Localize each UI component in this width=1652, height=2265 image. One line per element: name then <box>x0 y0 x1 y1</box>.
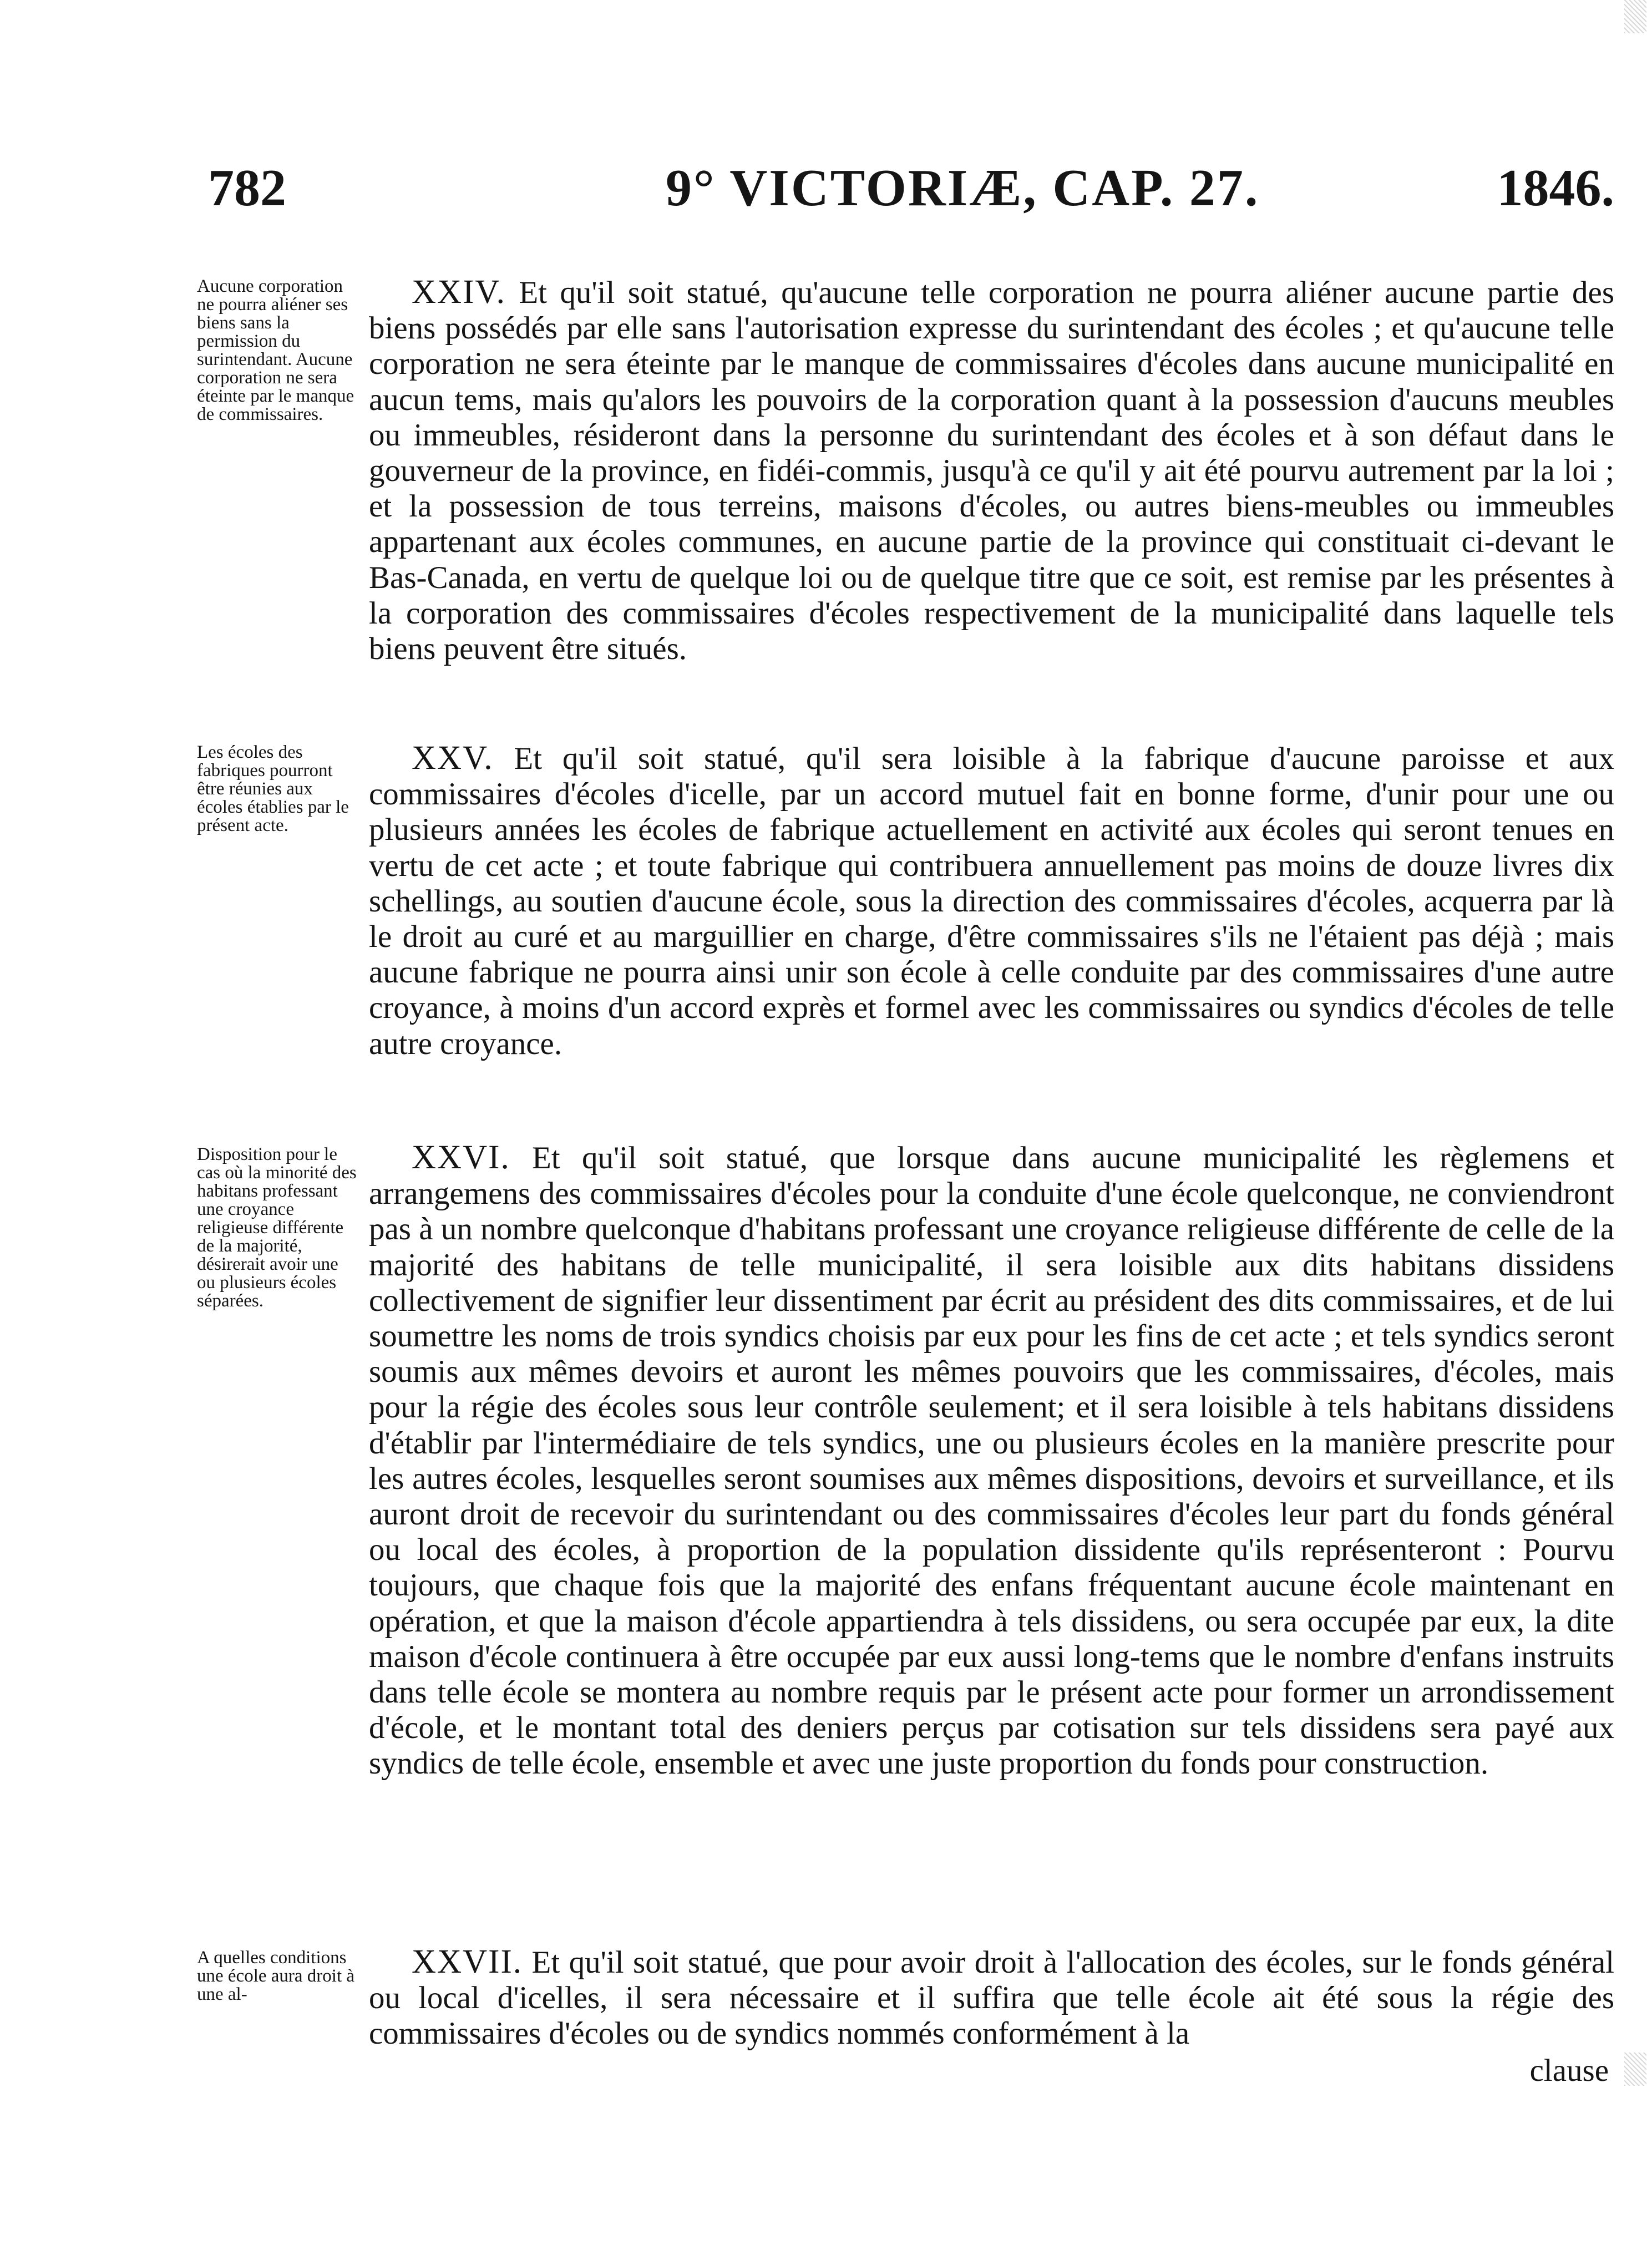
scan-speckle <box>1624 0 1646 33</box>
margin-note: Aucune corporation ne pourra aliéner ses biens sans la permission du surintendant. Aucune corporation ne sera éteinte par le manque de commissaires. <box>197 276 354 424</box>
section-body <box>369 1140 1614 1782</box>
section-number: XXVI. <box>412 1139 510 1176</box>
section-body <box>369 1944 1614 2052</box>
page-number: 782 <box>208 159 286 217</box>
section-text: Et qu'il soit statué, que pour avoir droit à l'allocation des écoles, sur le fonds général ou local d'icelles, il sera nécessaire et il suffira que telle école ait été sous la régie des commissaires d'écoles ou de syndics nommés conformément à la <box>369 1945 1615 2051</box>
section-body <box>369 275 1614 667</box>
margin-note: Les écoles des fabriques pourront être réunies aux écoles établies par le présent acte. <box>197 742 349 835</box>
section-body <box>369 741 1614 1062</box>
section-number: XXVII. <box>412 1943 523 1980</box>
section-text: Et qu'il soit statué, que lorsque dans aucune municipalité les règlemens et arrangemens des commissaires d'écoles pour la conduite d'une école quelconque, ne conviendront pas à un nombre quelconque d'habitans professant une croyance religieuse différente de celle de la majorité des habitans de telle municipalité, il sera loisible aux dits habitans dissidens collectivement de signifier leur dissentiment par écrit au président des dits commissaires, et de lui soumettre les noms de trois syndics choisis par eux pour les fins de cet acte ; et tels syndics seront soumis aux mêmes devoirs et auront les mêmes pouvoirs que les commissaires, d'écoles, mais pour la régie des écoles sous leur contrôle seulement; et il sera loisible à tels habitans dissidens d'établir par l'intermédiaire de tels syndics, une ou plusieurs écoles en la manière prescrite pour les autres écoles, lesquelles seront soumises aux mêmes dispositions, devoirs et surveillance, et ils auront droit de recevoir du surintendant ou des commissaires d'écoles leur part du fonds général ou local des écoles, à proportion de la population dissidente qu'ils représenteront : Pourvu toujours, que chaque fois que la majorité des enfans fréquentant aucune école maintenant en opération, et que la maison d'école appartiendra à tels dissidens, ou sera occupée par eux, la dite maison d'école continuera à être occupée par eux aussi long-tems que le nombre d'enfans instruits dans telle école se montera au nombre requis par le présent acte pour former un arrondissement d'école, et le montant total des deniers perçus par cotisation sur tels dissidens sera payé aux syndics de telle école, ensemble et avec une juste proportion du fonds pour construction. <box>369 1141 1614 1781</box>
header-year: 1846. <box>1497 159 1614 217</box>
section-text: Et qu'il soit statué, qu'il sera loisible à la fabrique d'aucune paroisse et aux commissaires d'écoles d'icelle, par un accord mutuel fait en bonne forme, d'unir pour une ou plusieurs années les écoles de fabrique actuellement en activité aux écoles qui seront tenues en vertu de cet acte ; et toute fabrique qui contribuera annuellement pas moins de douze livres dix schellings, au soutien d'aucune école, sous la direction des commissaires d'écoles, acquerra par là le droit au curé et au marguillier en charge, d'être commissaires s'ils ne l'étaient pas déjà ; mais aucune fabrique ne pourra ainsi unir son école à celle conduite par des commissaires d'une autre croyance, à moins d'un accord exprès et formel avec les commissaires ou syndics d'écoles de telle autre croyance. <box>369 741 1615 1061</box>
section-number: XXIV. <box>412 273 506 311</box>
running-title: 9° VICTORIÆ, CAP. 27. <box>666 159 1260 217</box>
section-text: Et qu'il soit statué, qu'aucune telle corporation ne pourra aliéner aucune partie des biens possédés par elle sans l'autorisation expresse du surintendant des écoles ; et qu'aucune telle corporation ne sera éteinte par le manque de commissaires d'écoles dans aucune municipalité en aucun tems, mais qu'alors les pouvoirs de la corporation quant à la possession d'aucuns meubles ou immeubles, résideront dans la personne du surintendant des écoles et à son défaut dans le gouverneur de la province, en fidéi-commis, jusqu'à ce qu'il y ait été pourvu autrement par la loi ; et la possession de tous terreins, maisons d'écoles, ou autres biens-meubles ou immeubles appartenant aux écoles communes, en aucune partie de la province qui constituait ci-devant le Bas-Canada, en vertu de quelque loi ou de quelque titre que ce soit, est remise par les présentes à la corporation des commissaires d'écoles respectivement de la municipalité dans laquelle tels biens peuvent être situés. <box>369 275 1615 667</box>
margin-note: A quelles conditions une école aura droit à une al- <box>197 1948 355 2004</box>
catchword: clause <box>1529 2053 1609 2088</box>
scan-speckle <box>1624 2053 1646 2086</box>
section-number: XXV. <box>412 739 494 777</box>
margin-note: Disposition pour le cas où la minorité des habitans professant une croyance religieuse différente de la majorité, désirerait avoir une ou plusieurs écoles séparées. <box>197 1144 357 1311</box>
page-header <box>208 158 1614 236</box>
